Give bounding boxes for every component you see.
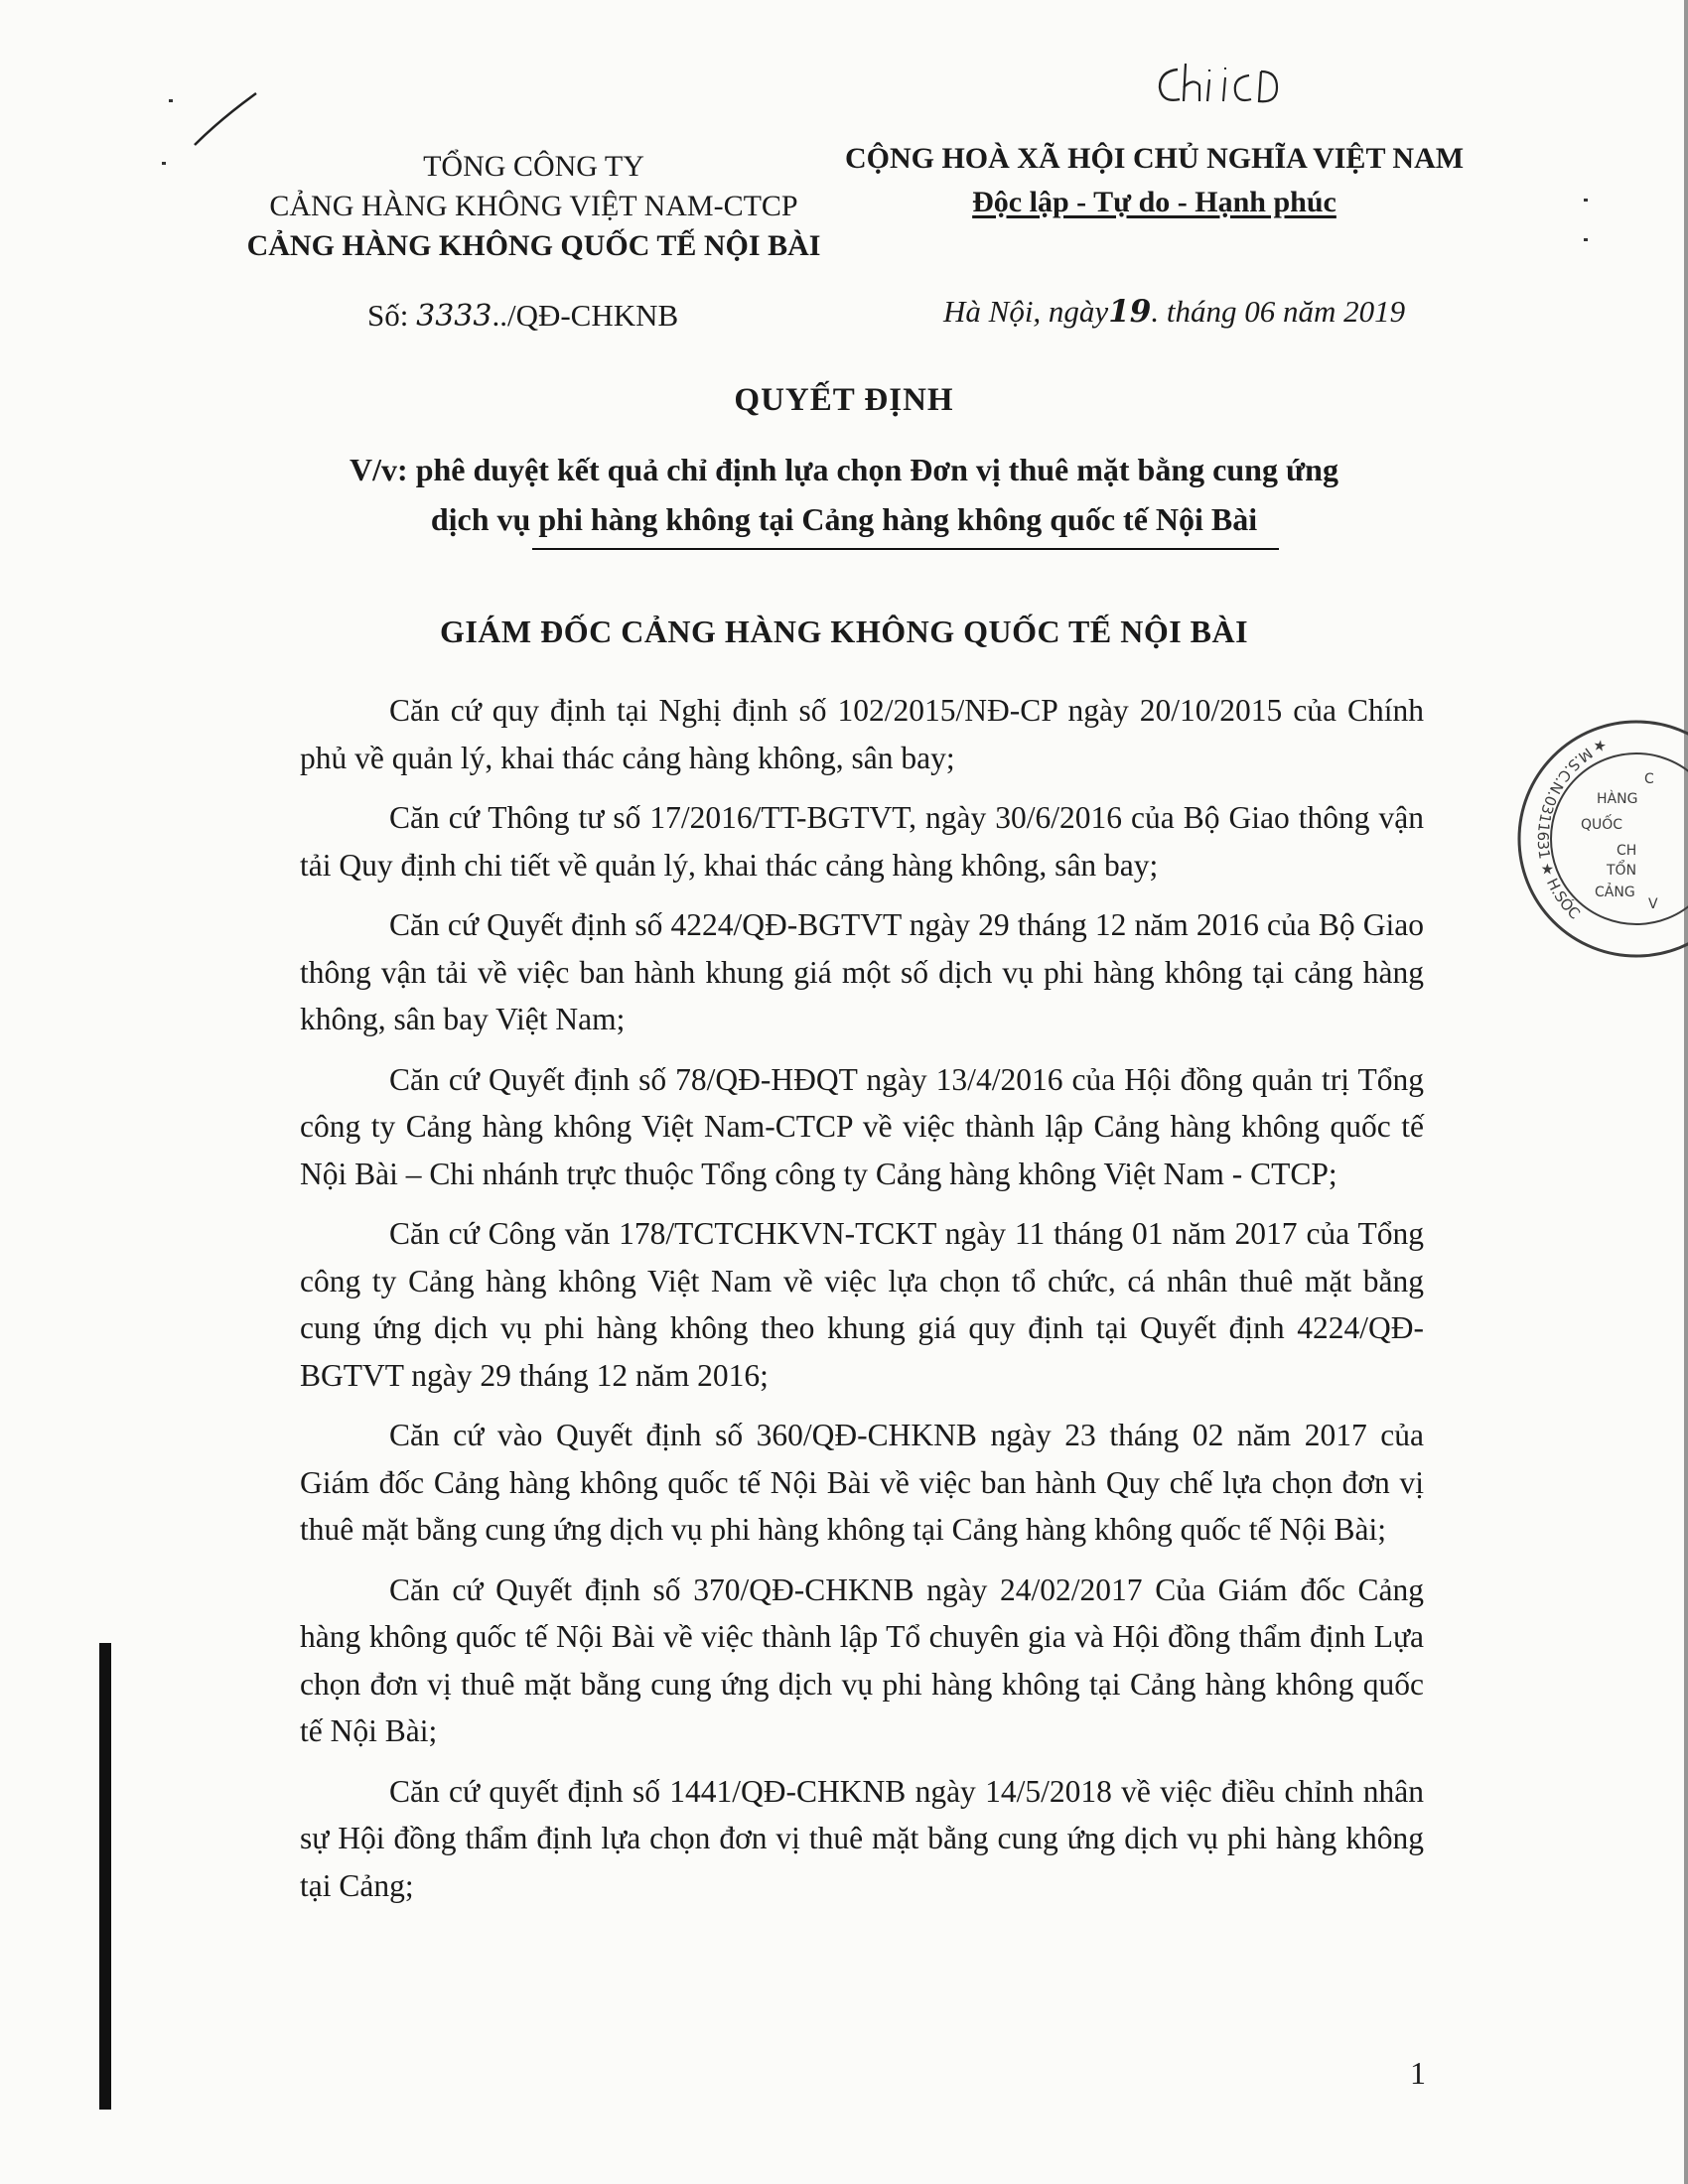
subject-underline	[532, 548, 1279, 550]
legal-basis-paragraph: Căn cứ Quyết định số 370/QĐ-CHKNB ngày 24/02/2017 Của Giám đốc Cảng hàng không quốc tế Nội Bài về việc thành lập Tổ chuyên gia và Hội đồng thẩm định Lựa chọn đơn vị thuê mặt bằng cung ứng dịch vụ phi hàng không tại Cảng hàng không quốc tế Nội Bài;	[300, 1571, 1424, 1748]
stamp-line: HÀNG	[1597, 791, 1638, 807]
legal-basis-paragraph: Căn cứ Quyết định số 78/QĐ-HĐQT ngày 13/4/2016 của Hội đồng quản trị Tổng công ty Cảng hàng không Việt Nam-CTCP về việc thành lập Cảng hàng không quốc tế Nội Bài – Chi nhánh trực thuộc Tổng công ty Cảng hàng không Việt Nam - CTCP;	[300, 1061, 1424, 1191]
number-suffix: ../QĐ-CHKNB	[492, 298, 679, 333]
stamp-line: CH	[1617, 843, 1637, 859]
org-name-text: CẢNG HÀNG KHÔNG QUỐC TẾ NỘI BÀI	[246, 229, 821, 262]
stamp-line: CẢNG	[1595, 885, 1635, 900]
legal-basis-paragraph: Căn cứ Thông tư số 17/2016/TT-BGTVT, ngày 30/6/2016 của Bộ Giao thông vận tải Quy định chi tiết về quản lý, khai thác cảng hàng không, sân bay;	[300, 800, 1424, 883]
national-header	[844, 137, 1465, 224]
number-prefix: Số:	[367, 298, 417, 333]
scan-edge	[1684, 0, 1688, 2184]
issuing-authority: GIÁM ĐỐC CẢNG HÀNG KHÔNG QUỐC TẾ NỘI BÀI	[439, 614, 1249, 649]
subject-line: V/v: phê duyệt kết quả chỉ định lựa chọn Đơn vị thuê mặt bằng cung ứng	[350, 452, 1338, 487]
page-number: 1	[1410, 2055, 1426, 2091]
legal-basis-paragraph: Căn cứ Công văn 178/TCTCHKVN-TCKT ngày 11 tháng 01 năm 2017 của Tổng công ty Cảng hàng không Việt Nam về việc lựa chọn tổ chức, cá nhân thuê mặt bằng cung ứng dịch vụ phi hàng không theo khung giá quy định tại Quyết định 4224/QĐ-BGTVT ngày 29 tháng 12 năm 2016;	[300, 1216, 1424, 1393]
stamp-line: C	[1644, 771, 1654, 787]
date-suffix: . tháng 06 năm 2019	[1151, 294, 1406, 329]
document-subject	[248, 445, 1440, 544]
scan-speck	[162, 162, 166, 165]
document-title: QUYẾT ĐỊNH	[734, 382, 954, 418]
stamp-line: TỔN	[1607, 863, 1637, 879]
date-prefix: Hà Nội, ngày	[943, 294, 1109, 329]
stamp-ring-path: ★ M.S.C.N.0311631 ★ H.SÓC	[1533, 735, 1611, 923]
issuing-organization	[223, 147, 844, 266]
document-number	[367, 298, 678, 334]
stamp-line: V	[1648, 896, 1658, 912]
scan-speck	[1584, 199, 1588, 202]
subject-line: dịch vụ phi hàng không tại Cảng hàng không quốc tế Nội Bài	[430, 501, 1258, 537]
legal-basis-paragraph: Căn cứ quyết định số 1441/QĐ-CHKNB ngày 14/5/2018 về việc điều chỉnh nhân sự Hội đồng thẩm định lựa chọn đơn vị thuê mặt bằng cung ứng dịch vụ phi hàng không tại Cảng;	[300, 1773, 1424, 1903]
stamp-line: QUỐC	[1581, 817, 1623, 833]
motto	[844, 181, 1465, 224]
org-name	[223, 226, 844, 266]
scan-margin-bar	[99, 1643, 111, 2110]
legal-basis-paragraph: Căn cứ quy định tại Nghị định số 102/2015/NĐ-CP ngày 20/10/2015 của Chính phủ về quản lý, khai thác cảng hàng không, sân bay;	[300, 693, 1424, 775]
legal-basis-paragraph: Căn cứ Quyết định số 4224/QĐ-BGTVT ngày 29 tháng 12 năm 2016 của Bộ Giao thông vận tải về việc ban hành khung giá một số dịch vụ phi hàng không tại cảng hàng không, sân bay Việt Nam;	[300, 907, 1424, 1036]
document-date	[943, 294, 1405, 330]
scan-speck	[1584, 238, 1588, 241]
official-stamp	[1477, 710, 1688, 968]
org-line: TỔNG CÔNG TY	[423, 150, 644, 183]
document-body	[300, 687, 1424, 1922]
legal-basis-paragraph: Căn cứ vào Quyết định số 360/QĐ-CHKNB ngày 23 tháng 02 năm 2017 của Giám đốc Cảng hàng không quốc tế Nội Bài về việc ban hành Quy chế lựa chọn đơn vị thuê mặt bằng cung ứng dịch vụ phi hàng không tại Cảng hàng không quốc tế Nội Bài;	[300, 1418, 1424, 1547]
number-handwritten: 3333	[416, 299, 492, 334]
motto-text: Độc lập - Tự do - Hạnh phúc	[972, 186, 1336, 218]
handwritten-annotation	[1154, 60, 1283, 109]
org-line: CẢNG HÀNG KHÔNG VIỆT NAM-CTCP	[269, 190, 798, 222]
pen-mark	[191, 89, 260, 149]
scan-speck	[169, 99, 173, 102]
date-day-handwritten: 19	[1108, 294, 1152, 330]
nation-title: CỘNG HOÀ XÃ HỘI CHỦ NGHĨA VIỆT NAM	[844, 142, 1465, 175]
